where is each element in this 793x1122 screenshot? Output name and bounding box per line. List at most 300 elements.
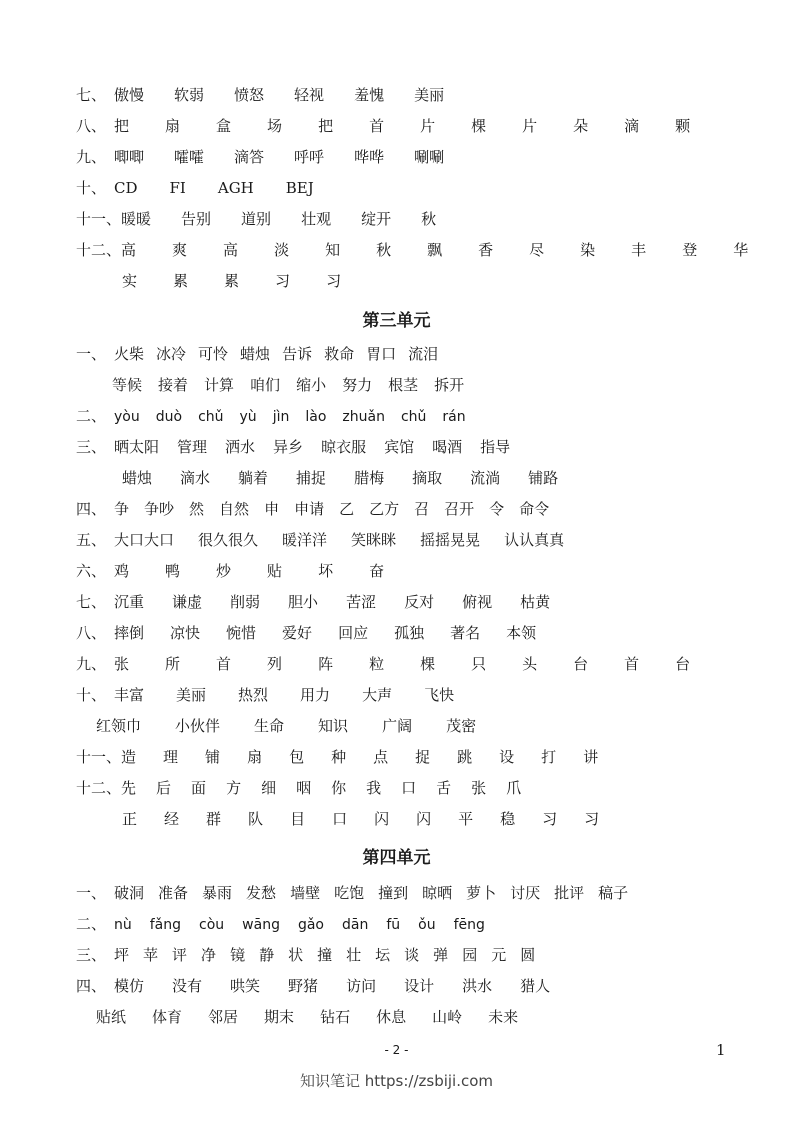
answer-line-u3-12: [76, 778, 541, 798]
answer-word: 嚯嚯: [174, 148, 205, 166]
answer-word: 摘取: [412, 469, 443, 487]
answer-word: 静: [259, 946, 275, 964]
answer-word: 弹: [433, 946, 449, 964]
answer-word: 令: [489, 500, 505, 518]
item-number-label: 九、: [76, 655, 107, 673]
answer-word: rán: [442, 409, 466, 425]
answer-word: yòu: [114, 409, 140, 425]
answer-word: 习: [326, 272, 342, 290]
answer-word: 红领巾: [96, 717, 142, 735]
answer-word: 本领: [506, 624, 537, 642]
answer-word: 累: [224, 272, 240, 290]
answer-line-u2-11: [76, 209, 466, 229]
answer-word: 乙: [339, 500, 355, 518]
answer-word: 坏: [318, 562, 334, 580]
answer-word: 争吵: [144, 500, 175, 518]
item-number-label: 十二、: [76, 779, 122, 797]
answer-line-u2-10: [76, 178, 346, 198]
answer-word: 爪: [506, 779, 522, 797]
answer-word: 你: [331, 779, 347, 797]
answer-word: 面: [191, 779, 207, 797]
answer-word: jìn: [272, 409, 290, 425]
answer-word: 苹: [143, 946, 159, 964]
answer-word: 后: [156, 779, 172, 797]
answer-line-u2-7: [76, 85, 474, 105]
answer-word: 腊梅: [354, 469, 385, 487]
answer-word: 暴雨: [202, 884, 233, 902]
answer-line-u4-4b: [96, 1007, 544, 1027]
answer-word: 很久很久: [198, 531, 259, 549]
answer-word: ǒu: [418, 917, 436, 933]
item-number-label: 二、: [76, 407, 107, 425]
answer-word: 异乡: [273, 438, 304, 456]
answer-word: 乙方: [369, 500, 400, 518]
answer-word: 片: [522, 117, 538, 135]
answer-word: 淡: [274, 241, 290, 259]
answer-word: 张: [114, 655, 130, 673]
answer-word: 方: [226, 779, 242, 797]
answer-word: 唰唰: [414, 148, 445, 166]
answer-word: 绽开: [361, 210, 392, 228]
answer-word: 没有: [172, 977, 203, 995]
answer-word: 包: [289, 748, 305, 766]
answer-word: 铺路: [528, 469, 559, 487]
answer-word: 热烈: [238, 686, 269, 704]
item-number-label: 八、: [76, 624, 107, 642]
answer-word: 点: [373, 748, 389, 766]
answer-word: 摇摇晃晃: [420, 531, 481, 549]
answer-word: 争: [114, 500, 130, 518]
answer-word: 口: [332, 810, 348, 828]
answer-line-u3-1b: [112, 375, 480, 395]
site-watermark: 知识笔记 https://zsbiji.com: [299, 1072, 494, 1090]
answer-word: fū: [386, 917, 401, 933]
answer-word: 努力: [342, 376, 373, 394]
answer-word: 胆小: [288, 593, 319, 611]
answer-word: 飘: [427, 241, 443, 259]
answer-line-u3-10b: [96, 716, 510, 736]
answer-word: 捕捉: [296, 469, 327, 487]
answer-line-u3-1: [76, 344, 450, 364]
answer-word: 设: [499, 748, 515, 766]
answer-word: 首: [624, 655, 640, 673]
item-number-label: 六、: [76, 562, 107, 580]
answer-word: 丰富: [114, 686, 145, 704]
answer-line-u2-12b: [122, 271, 377, 291]
item-number-label: 三、: [76, 946, 107, 964]
answer-word: 贴纸: [96, 1008, 127, 1026]
answer-word: 种: [331, 748, 347, 766]
answer-word: 命令: [519, 500, 550, 518]
answer-word: 指导: [480, 438, 511, 456]
answer-word: 钻石: [320, 1008, 351, 1026]
answer-word: 削弱: [230, 593, 261, 611]
corner-mark: 1: [716, 1041, 726, 1059]
answer-word: còu: [199, 917, 225, 933]
answer-word: 咽: [296, 779, 312, 797]
answer-word: 高: [223, 241, 239, 259]
answer-word: 模仿: [114, 977, 145, 995]
answer-word: chǔ: [400, 409, 427, 425]
answer-word: 可怜: [198, 345, 229, 363]
answer-word: yù: [239, 409, 257, 425]
answer-word: 镜: [230, 946, 246, 964]
answer-word: 笑眯眯: [351, 531, 397, 549]
answer-word: 目: [290, 810, 306, 828]
answer-word: 盒: [216, 117, 232, 135]
answer-word: 捉: [415, 748, 431, 766]
answer-word: 滴答: [234, 148, 265, 166]
answer-word: 苦涩: [346, 593, 377, 611]
answer-word: dān: [342, 917, 369, 933]
answer-line-u3-10: [76, 685, 486, 705]
answer-word: 傲慢: [114, 86, 145, 104]
answer-word: 沉重: [114, 593, 145, 611]
answer-word: 华: [733, 241, 749, 259]
answer-word: 平: [458, 810, 474, 828]
answer-word: 奋: [369, 562, 385, 580]
answer-word: gǎo: [297, 917, 324, 933]
answer-word: 准备: [158, 884, 189, 902]
answer-word: 尽: [529, 241, 545, 259]
item-number-label: 四、: [76, 977, 107, 995]
answer-word: 计算: [204, 376, 235, 394]
answer-line-u4-2: [76, 914, 503, 935]
answer-word: 俯视: [462, 593, 493, 611]
item-number-label: 十一、: [76, 210, 122, 228]
answer-word: 申请: [294, 500, 325, 518]
unit4-heading: 第四单元: [362, 848, 431, 868]
answer-word: 把: [114, 117, 130, 135]
answer-word: 首: [216, 655, 232, 673]
answer-word: 评: [172, 946, 188, 964]
answer-line-u2-8: [76, 116, 726, 136]
answer-word: 飞快: [424, 686, 455, 704]
answer-word: 造: [121, 748, 137, 766]
answer-word: 大口大口: [114, 531, 175, 549]
answer-word: 山岭: [432, 1008, 463, 1026]
answer-word: fǎng: [149, 917, 182, 933]
answer-word: 晒太阳: [114, 438, 160, 456]
answer-line-u2-12: [76, 240, 784, 260]
answer-word: 习: [584, 810, 600, 828]
answer-word: 晾衣服: [321, 438, 367, 456]
answer-word: 实: [122, 272, 138, 290]
answer-line-u3-9: [76, 654, 726, 674]
answer-word: 知识: [318, 717, 349, 735]
answer-word: 坛: [375, 946, 391, 964]
answer-word: 洪水: [462, 977, 493, 995]
answer-word: 小伙伴: [175, 717, 221, 735]
answer-word: 园: [462, 946, 478, 964]
answer-word: 申: [264, 500, 280, 518]
answer-word: 枯黄: [520, 593, 551, 611]
answer-word: 把: [318, 117, 334, 135]
answer-word: 美丽: [414, 86, 445, 104]
answer-word: 坪: [114, 946, 130, 964]
answer-word: 扇: [247, 748, 263, 766]
answer-word: 净: [201, 946, 217, 964]
answer-word: chǔ: [198, 409, 224, 425]
answer-word: 茂密: [446, 717, 477, 735]
answer-word: 棵: [420, 655, 436, 673]
answer-word: 撞到: [378, 884, 409, 902]
answer-word: 根茎: [388, 376, 419, 394]
answer-word: 秋: [421, 210, 437, 228]
answer-word: 自然: [219, 500, 250, 518]
answer-word: 呼呼: [294, 148, 325, 166]
answer-word: 讨厌: [510, 884, 541, 902]
answer-word: 软弱: [174, 86, 205, 104]
answer-word: 贴: [267, 562, 283, 580]
answer-word: 跳: [457, 748, 473, 766]
answer-word: 台: [573, 655, 589, 673]
answer-word: 滴水: [180, 469, 211, 487]
answer-word: 流淌: [470, 469, 501, 487]
answer-word: 管理: [177, 438, 208, 456]
answer-word: 场: [267, 117, 283, 135]
item-number-label: 七、: [76, 593, 107, 611]
answer-line-u3-11: [76, 747, 625, 767]
answer-word: 批评: [554, 884, 585, 902]
answer-line-u3-3b: [122, 468, 586, 488]
answer-word: 滴: [624, 117, 640, 135]
answer-word: 冰冷: [156, 345, 187, 363]
answer-word: 著名: [450, 624, 481, 642]
answer-word: 列: [267, 655, 283, 673]
answer-word: 正: [122, 810, 138, 828]
item-number-label: 八、: [76, 117, 107, 135]
answer-word: 躺着: [238, 469, 269, 487]
answer-word: 羞愧: [354, 86, 385, 104]
answer-word: 发愁: [246, 884, 277, 902]
answer-word: 猎人: [520, 977, 551, 995]
answer-word: 野猪: [288, 977, 319, 995]
answer-word: 谈: [404, 946, 420, 964]
answer-word: FI: [169, 179, 186, 197]
answer-word: 愤怒: [234, 86, 265, 104]
answer-word: 片: [420, 117, 436, 135]
answer-word: 咱们: [250, 376, 281, 394]
answer-word: BEJ: [285, 179, 314, 197]
answer-word: 秋: [376, 241, 392, 259]
answer-word: 邻居: [208, 1008, 239, 1026]
answer-word: 胃口: [366, 345, 397, 363]
answer-word: 讲: [583, 748, 599, 766]
answer-word: 大声: [362, 686, 393, 704]
answer-word: 打: [541, 748, 557, 766]
answer-word: 然: [189, 500, 205, 518]
answer-word: CD: [114, 179, 138, 197]
item-number-label: 十一、: [76, 748, 122, 766]
answer-word: 粒: [369, 655, 385, 673]
answer-word: 群: [206, 810, 222, 828]
answer-word: 访问: [346, 977, 377, 995]
answer-word: 期末: [264, 1008, 295, 1026]
answer-word: 惋惜: [226, 624, 257, 642]
answer-word: 香: [478, 241, 494, 259]
answer-word: 理: [163, 748, 179, 766]
item-number-label: 十二、: [76, 241, 122, 259]
answer-line-u4-3: [76, 945, 549, 965]
answer-word: 萝卜: [466, 884, 497, 902]
answer-word: 火柴: [114, 345, 145, 363]
answer-word: 稿子: [598, 884, 629, 902]
answer-word: 状: [288, 946, 304, 964]
answer-word: 用力: [300, 686, 331, 704]
answer-word: 道别: [241, 210, 272, 228]
answer-word: nù: [114, 917, 132, 933]
answer-word: 回应: [338, 624, 369, 642]
answer-word: 轻视: [294, 86, 325, 104]
answer-word: zhuǎn: [342, 409, 385, 425]
answer-word: wāng: [242, 917, 280, 933]
answer-word: 拆开: [434, 376, 465, 394]
answer-line-u4-1: [76, 883, 642, 903]
answer-word: 孤独: [394, 624, 425, 642]
item-number-label: 一、: [76, 884, 107, 902]
answer-word: 鸡: [114, 562, 130, 580]
answer-word: 哄笑: [230, 977, 261, 995]
answer-word: AGH: [217, 179, 254, 197]
answer-line-u3-8: [76, 623, 562, 643]
unit3-heading: 第三单元: [362, 311, 431, 331]
answer-word: 接着: [158, 376, 189, 394]
answer-line-u2-9: [76, 147, 474, 167]
item-number-label: 十、: [76, 686, 107, 704]
answer-word: 炒: [216, 562, 232, 580]
answer-word: 经: [164, 810, 180, 828]
answer-word: 暖洋洋: [282, 531, 328, 549]
answer-word: 首: [369, 117, 385, 135]
answer-word: 闪: [374, 810, 390, 828]
answer-word: 棵: [471, 117, 487, 135]
answer-word: 壮观: [301, 210, 332, 228]
answer-word: 我: [366, 779, 382, 797]
item-number-label: 四、: [76, 500, 107, 518]
answer-word: 晾晒: [422, 884, 453, 902]
answer-word: 染: [580, 241, 596, 259]
answer-word: 告别: [181, 210, 212, 228]
answer-word: 广阔: [382, 717, 413, 735]
answer-line-u3-3: [76, 437, 528, 457]
answer-line-u3-4: [76, 499, 564, 519]
answer-word: 救命: [324, 345, 355, 363]
answer-word: 口: [401, 779, 417, 797]
answer-word: 扇: [165, 117, 181, 135]
answer-word: 舌: [436, 779, 452, 797]
answer-word: 丰: [631, 241, 647, 259]
answer-word: fēng: [453, 917, 485, 933]
answer-word: 流泪: [408, 345, 439, 363]
answer-word: 先: [121, 779, 137, 797]
answer-word: 召开: [444, 500, 475, 518]
item-number-label: 一、: [76, 345, 107, 363]
answer-word: lào: [305, 409, 327, 425]
answer-word: 反对: [404, 593, 435, 611]
answer-word: 宾馆: [384, 438, 415, 456]
page-number: - 2 -: [384, 1043, 409, 1057]
answer-word: 张: [471, 779, 487, 797]
answer-word: 闪: [416, 810, 432, 828]
answer-word: 蜡烛: [240, 345, 271, 363]
item-number-label: 五、: [76, 531, 107, 549]
answer-word: 知: [325, 241, 341, 259]
answer-word: 设计: [404, 977, 435, 995]
item-number-label: 十、: [76, 179, 107, 197]
answer-word: 朵: [573, 117, 589, 135]
answer-word: 高: [121, 241, 137, 259]
answer-line-u4-4: [76, 976, 578, 996]
answer-word: 暖暖: [121, 210, 152, 228]
answer-word: 喝酒: [432, 438, 463, 456]
answer-word: 累: [173, 272, 189, 290]
answer-word: 稳: [500, 810, 516, 828]
answer-word: 头: [522, 655, 538, 673]
answer-word: 美丽: [176, 686, 207, 704]
answer-word: 铺: [205, 748, 221, 766]
answer-word: 凉快: [170, 624, 201, 642]
answer-word: 召: [414, 500, 430, 518]
answer-word: 只: [471, 655, 487, 673]
answer-word: 阵: [318, 655, 334, 673]
answer-word: duò: [155, 409, 183, 425]
answer-word: 墙壁: [290, 884, 321, 902]
answer-word: 习: [275, 272, 291, 290]
answer-line-u3-2: [76, 406, 482, 427]
item-number-label: 二、: [76, 915, 107, 933]
answer-word: 缩小: [296, 376, 327, 394]
answer-word: 唧唧: [114, 148, 145, 166]
answer-word: 爱好: [282, 624, 313, 642]
answer-word: 爽: [172, 241, 188, 259]
answer-word: 鸭: [165, 562, 181, 580]
answer-line-u3-7: [76, 592, 578, 612]
answer-line-u3-5: [76, 530, 588, 550]
item-number-label: 三、: [76, 438, 107, 456]
answer-line-u3-12b: [122, 809, 626, 829]
answer-word: 元: [491, 946, 507, 964]
answer-word: 生命: [254, 717, 285, 735]
answer-word: 体育: [152, 1008, 183, 1026]
answer-word: 撞: [317, 946, 333, 964]
answer-word: 壮: [346, 946, 362, 964]
answer-word: 哗哗: [354, 148, 385, 166]
answer-word: 习: [542, 810, 558, 828]
answer-word: 休息: [376, 1008, 407, 1026]
answer-word: 所: [165, 655, 181, 673]
answer-word: 未来: [488, 1008, 519, 1026]
answer-word: 摔倒: [114, 624, 145, 642]
answer-word: 谦虚: [172, 593, 203, 611]
answer-word: 破洞: [114, 884, 145, 902]
answer-word: 队: [248, 810, 264, 828]
answer-word: 细: [261, 779, 277, 797]
item-number-label: 七、: [76, 86, 107, 104]
answer-word: 登: [682, 241, 698, 259]
answer-word: 蜡烛: [122, 469, 153, 487]
answer-word: 认认真真: [504, 531, 565, 549]
answer-word: 等候: [112, 376, 143, 394]
answer-word: 告诉: [282, 345, 313, 363]
answer-word: 洒水: [225, 438, 256, 456]
answer-word: 圆: [520, 946, 536, 964]
answer-word: 颗: [675, 117, 691, 135]
item-number-label: 九、: [76, 148, 107, 166]
answer-line-u3-6: [76, 561, 420, 581]
answer-word: 吃饱: [334, 884, 365, 902]
answer-word: 台: [675, 655, 691, 673]
